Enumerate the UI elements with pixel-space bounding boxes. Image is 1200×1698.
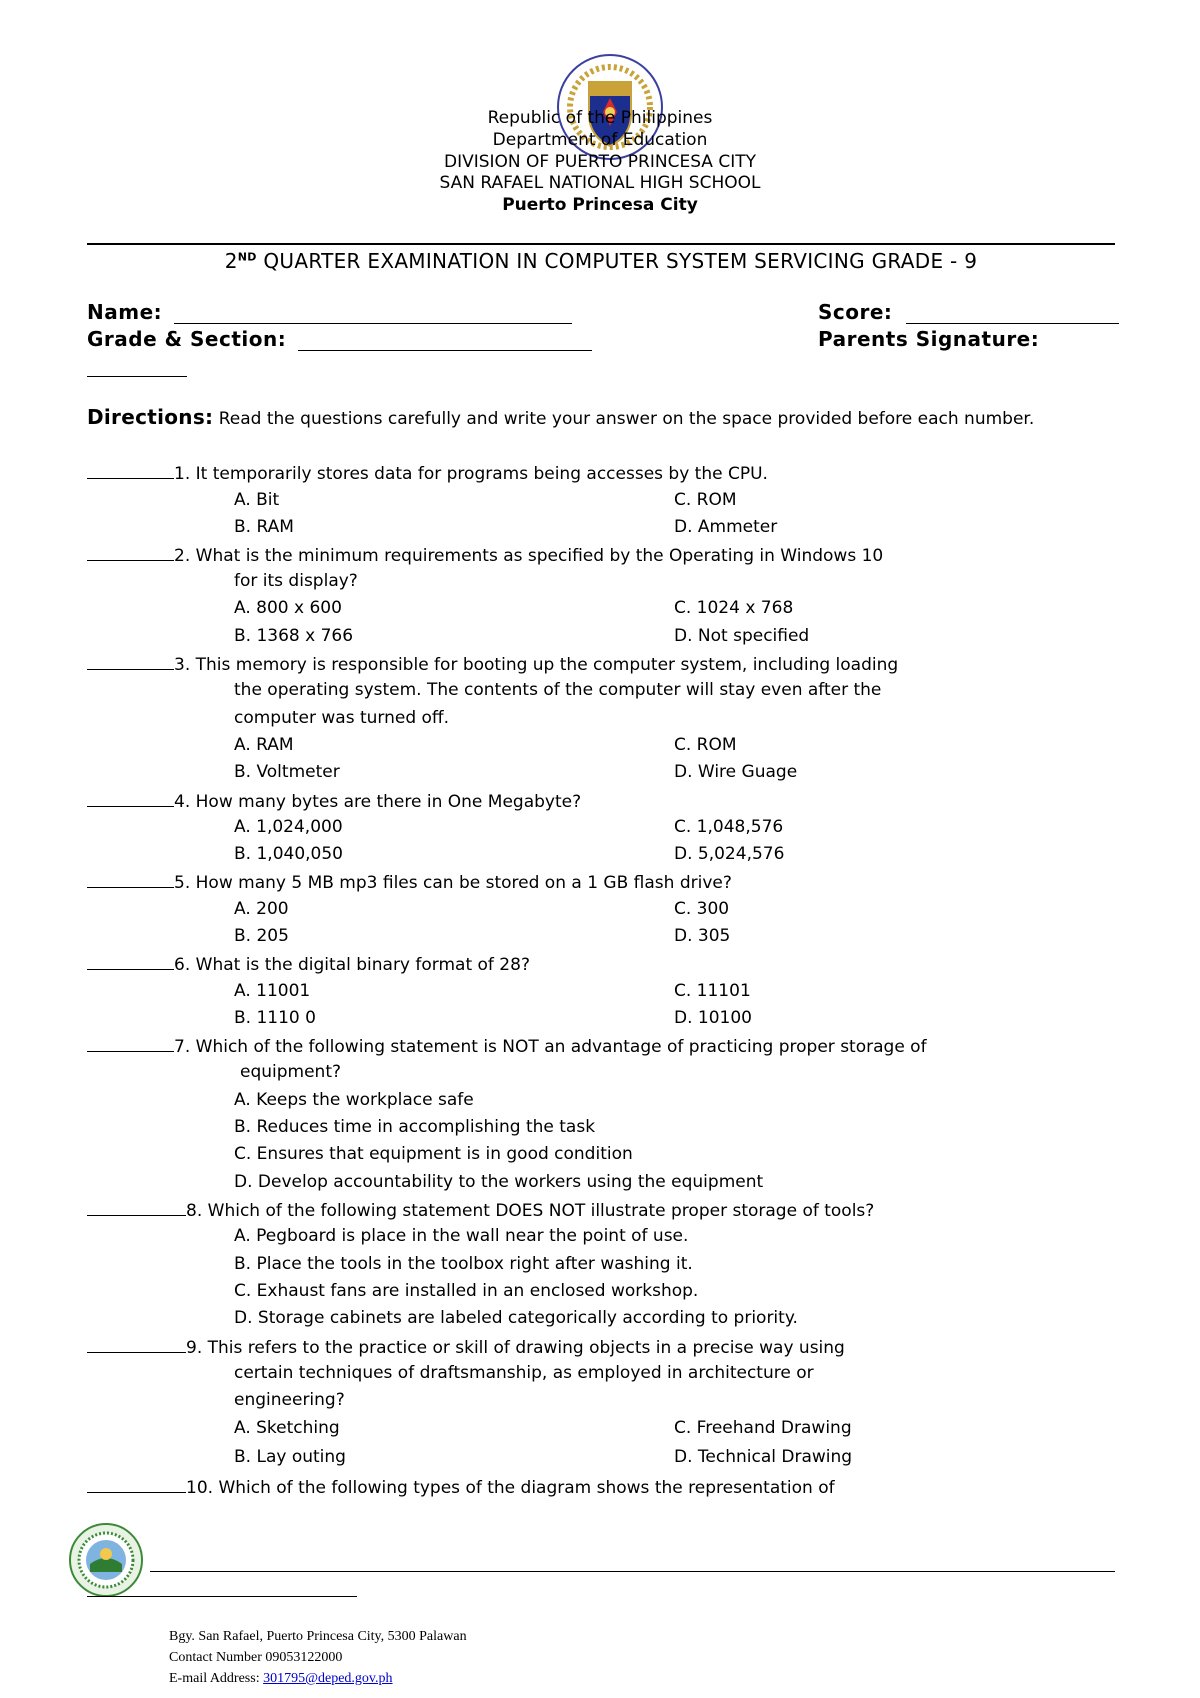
question-text-cont: certain techniques of draftsmanship, as employed in architecture or xyxy=(234,1363,814,1383)
choice-d: D. Technical Drawing xyxy=(674,1447,853,1467)
question-number: 10. xyxy=(186,1478,214,1498)
choice-a: A. Pegboard is place in the wall near the point of use. xyxy=(234,1226,689,1246)
footer-rule xyxy=(150,1571,1115,1572)
choice-a: A. Bit xyxy=(234,490,280,510)
question-text: Which of the following statement DOES NOT illustrate proper storage of tools? xyxy=(202,1201,875,1221)
name-field[interactable] xyxy=(174,303,572,324)
question-2 xyxy=(87,544,883,566)
choice-d: D. 5,024,576 xyxy=(674,844,785,864)
choice-d: D. 305 xyxy=(674,926,731,946)
directions-label: Directions: xyxy=(87,405,214,429)
answer-blank-4[interactable] xyxy=(87,790,174,807)
question-7 xyxy=(87,1035,927,1057)
choice-b: B. 205 xyxy=(234,926,289,946)
answer-blank-1[interactable] xyxy=(87,462,174,479)
question-text-cont: engineering? xyxy=(234,1390,345,1410)
choice-a: A. Keeps the workplace safe xyxy=(234,1090,474,1110)
answer-blank-6[interactable] xyxy=(87,953,174,970)
choice-b: B. Reduces time in accomplishing the task xyxy=(234,1117,596,1137)
email-link[interactable]: 301795@deped.gov.ph xyxy=(263,1671,393,1686)
answer-blank-2[interactable] xyxy=(87,544,174,561)
choice-c: C. 1024 x 768 xyxy=(674,598,794,618)
footer-email-label: E-mail Address: xyxy=(169,1671,264,1686)
choice-a: A. 800 x 600 xyxy=(234,598,342,618)
question-4 xyxy=(87,790,581,812)
school-logo xyxy=(68,1522,144,1598)
choice-b: B. RAM xyxy=(234,517,294,537)
choice-c: C. ROM xyxy=(674,490,737,510)
title-ordinal: 2 xyxy=(224,249,238,273)
choice-a: A. RAM xyxy=(234,735,294,755)
choice-b: B. 1368 x 766 xyxy=(234,626,354,646)
question-number: 7. xyxy=(174,1037,191,1057)
question-text-cont: for its display? xyxy=(234,571,358,591)
title-text: QUARTER EXAMINATION IN COMPUTER SYSTEM SERVICING GRADE - 9 xyxy=(256,249,978,273)
choice-d: D. Not specified xyxy=(674,626,810,646)
choice-b: B. 1110 0 xyxy=(234,1008,316,1028)
answer-blank-10[interactable] xyxy=(87,1476,186,1493)
question-text-cont: the operating system. The contents of the computer will stay even after the xyxy=(234,680,882,700)
choice-b: B. Voltmeter xyxy=(234,762,340,782)
question-9 xyxy=(87,1336,845,1358)
choice-c: C. ROM xyxy=(674,735,737,755)
score-field[interactable] xyxy=(906,303,1119,324)
question-text: This memory is responsible for booting up the computer system, including loading xyxy=(190,655,899,675)
question-number: 1. xyxy=(174,464,191,484)
question-text: What is the minimum requirements as specified by the Operating in Windows 10 xyxy=(190,546,884,566)
footer-contact: Contact Number 09053122000 xyxy=(169,1650,343,1665)
question-10 xyxy=(87,1476,835,1498)
choice-c: C. Exhaust fans are installed in an enclosed workshop. xyxy=(234,1281,699,1301)
footer-address: Bgy. San Rafael, Puerto Princesa City, 5300 Palawan xyxy=(169,1629,467,1644)
header-republic: Republic of the Philippines xyxy=(487,108,713,128)
score-label: Score: xyxy=(818,300,893,324)
choice-b: B. Place the tools in the toolbox right after washing it. xyxy=(234,1254,693,1274)
question-number: 4. xyxy=(174,792,191,812)
answer-blank-7[interactable] xyxy=(87,1035,174,1052)
question-text: How many bytes are there in One Megabyte? xyxy=(190,792,582,812)
footer-email xyxy=(169,1669,393,1689)
question-number: 9. xyxy=(186,1338,203,1358)
question-text: What is the digital binary format of 28? xyxy=(190,955,530,975)
footer-rule-short xyxy=(87,1596,357,1597)
question-5 xyxy=(87,871,732,893)
choice-d: D. 10100 xyxy=(674,1008,752,1028)
question-number: 6. xyxy=(174,955,191,975)
choice-a: A. 11001 xyxy=(234,981,311,1001)
name-label: Name: xyxy=(87,300,163,324)
choice-c: C. Freehand Drawing xyxy=(674,1418,852,1438)
answer-blank-9[interactable] xyxy=(87,1336,186,1353)
title-ordinal-suffix: ND xyxy=(237,250,257,264)
grade-section-field[interactable] xyxy=(298,330,592,351)
question-text: How many 5 MB mp3 files can be stored on a 1 GB flash drive? xyxy=(190,873,732,893)
question-number: 5. xyxy=(174,873,191,893)
question-text: It temporarily stores data for programs being accesses by the CPU. xyxy=(190,464,768,484)
question-3 xyxy=(87,653,898,675)
choice-a: A. 1,024,000 xyxy=(234,817,343,837)
choice-c: C. 1,048,576 xyxy=(674,817,784,837)
question-text: Which of the following statement is NOT an advantage of practicing proper storage of xyxy=(190,1037,927,1057)
choice-c: C. 300 xyxy=(674,899,730,919)
choice-b: B. Lay outing xyxy=(234,1447,346,1467)
question-text-cont: computer was turned off. xyxy=(234,708,450,728)
answer-blank-5[interactable] xyxy=(87,871,174,888)
question-number: 3. xyxy=(174,655,191,675)
question-8 xyxy=(87,1199,874,1221)
parents-signature-field[interactable] xyxy=(87,356,187,377)
choice-a: A. Sketching xyxy=(234,1418,340,1438)
parents-signature-label: Parents Signature: xyxy=(818,327,1040,351)
header-city: Puerto Princesa City xyxy=(502,195,698,215)
choice-d: D. Ammeter xyxy=(674,517,778,537)
choice-d: D. Storage cabinets are labeled categorically according to priority. xyxy=(234,1308,798,1328)
choice-d: D. Develop accountability to the workers using the equipment xyxy=(234,1172,764,1192)
question-text: This refers to the practice or skill of drawing objects in a precise way using xyxy=(202,1338,845,1358)
question-text: Which of the following types of the diagram shows the representation of xyxy=(213,1478,835,1498)
grade-section-label: Grade & Section: xyxy=(87,327,287,351)
choice-d: D. Wire Guage xyxy=(674,762,798,782)
directions xyxy=(87,405,1034,429)
question-number: 2. xyxy=(174,546,191,566)
question-number: 8. xyxy=(186,1201,203,1221)
exam-title xyxy=(87,249,1115,273)
choice-c: C. 11101 xyxy=(674,981,751,1001)
header-rule xyxy=(87,243,1115,245)
answer-blank-3[interactable] xyxy=(87,653,174,670)
choice-b: B. 1,040,050 xyxy=(234,844,343,864)
directions-text: Read the questions carefully and write your answer on the space provided before each number. xyxy=(213,409,1035,429)
header-department: Department of Education xyxy=(492,130,708,150)
choice-a: A. 200 xyxy=(234,899,289,919)
answer-blank-8[interactable] xyxy=(87,1199,186,1216)
question-text-cont: equipment? xyxy=(240,1062,342,1082)
choice-c: C. Ensures that equipment is in good condition xyxy=(234,1144,633,1164)
header-school: SAN RAFAEL NATIONAL HIGH SCHOOL xyxy=(439,173,761,193)
header-division: DIVISION OF PUERTO PRINCESA CITY xyxy=(444,152,756,172)
question-1 xyxy=(87,462,768,484)
question-6 xyxy=(87,953,530,975)
